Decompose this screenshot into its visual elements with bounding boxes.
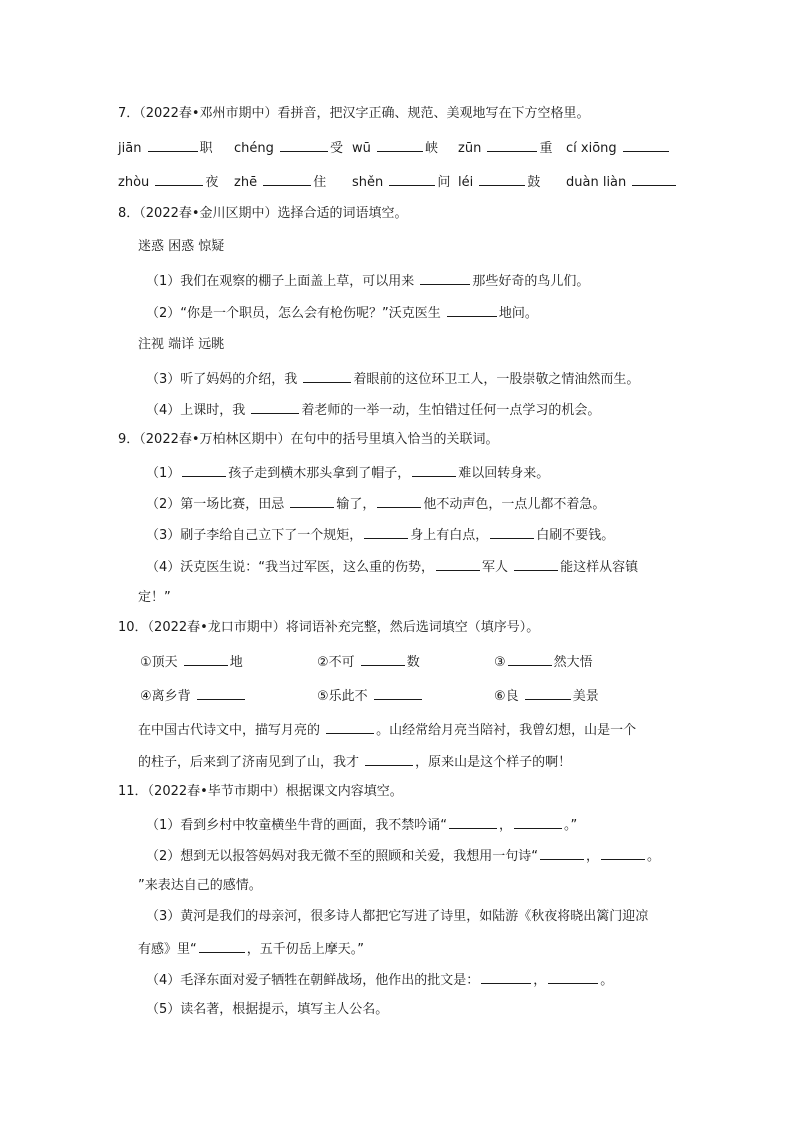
answer-blank[interactable]	[389, 171, 435, 186]
q8-word-options-2: 注视 端详 远眺	[138, 337, 225, 352]
q7-row2-item5	[566, 171, 678, 193]
q8-sentence-3: （3）听了妈妈的介绍，我 着眼前的这位环卫工人，一股崇敬之情油然而生。	[146, 368, 639, 390]
q10-title: 10．（2022春•龙口市期中）将词语补充完整，然后选词填空（填序号）。	[118, 620, 540, 635]
answer-blank[interactable]	[490, 524, 534, 539]
q11-item-5: （5）读名著，根据提示，填写主人公名。	[146, 1002, 389, 1017]
answer-blank[interactable]	[155, 171, 203, 186]
q10-paragraph-line-1: 在中国古代诗文中，描写月亮的 。山经常给月亮当陪衬，我曾幻想，山是一个	[138, 719, 636, 741]
q10-option-6: ⑥良 美景	[494, 685, 599, 707]
q7-row2-item3	[352, 171, 450, 193]
q10-option-1: ①顶天 地	[140, 651, 243, 673]
answer-blank[interactable]	[263, 171, 311, 186]
pinyin: léi	[458, 175, 474, 190]
q11-item-1: （1）看到乡村中牧童横坐牛背的画面，我不禁吟诵“ ， 。”	[146, 814, 577, 836]
answer-blank[interactable]	[449, 814, 497, 829]
pinyin: chéng	[234, 141, 274, 156]
answer-blank[interactable]	[326, 719, 374, 734]
pinyin: cí xiōng	[566, 141, 617, 156]
answer-blank[interactable]	[487, 137, 537, 152]
q9-sentence-3: （3）刷子李给自己立下了一个规矩， 身上有白点， 白刷不要钱。	[146, 524, 614, 546]
char: 职	[199, 141, 213, 156]
char: 受	[330, 141, 344, 156]
q11-item-3-cont: 有感》里“ ，五千仞岳上摩天。”	[138, 938, 364, 960]
pinyin: wū	[352, 141, 371, 156]
answer-blank[interactable]	[303, 368, 351, 383]
answer-blank[interactable]	[479, 171, 525, 186]
q8-word-options-1: 迷惑 困惑 惊疑	[138, 239, 225, 254]
q7-row2-item2	[234, 171, 326, 193]
answer-blank[interactable]	[623, 137, 669, 152]
q10-option-3: ③ 然大悟	[494, 651, 593, 673]
char: 问	[437, 175, 451, 190]
char: 峡	[425, 141, 439, 156]
answer-blank[interactable]	[290, 493, 334, 508]
pinyin: zūn	[458, 141, 482, 156]
answer-blank[interactable]	[447, 302, 497, 317]
q11-item-3: （3）黄河是我们的母亲河，很多诗人都把它写进了诗里，如陆游《秋夜将晓出篱门迎凉	[146, 909, 649, 924]
pinyin: zhòu	[118, 175, 150, 190]
q9-title: 9．（2022春•万柏林区期中）在句中的括号里填入恰当的关联词。	[118, 432, 499, 447]
answer-blank[interactable]	[548, 969, 598, 984]
q7-title: 7．（2022春•邓州市期中）看拼音，把汉字正确、规范、美观地写在下方空格里。	[118, 106, 590, 121]
q8-title: 8．（2022春•金川区期中）选择合适的词语填空。	[118, 206, 408, 221]
answer-blank[interactable]	[361, 651, 405, 666]
answer-blank[interactable]	[540, 845, 584, 860]
q11-item-2-cont: ”来表达自己的感情。	[138, 878, 262, 893]
q10-option-5: ⑤乐此不	[317, 685, 424, 707]
pinyin: zhē	[234, 175, 258, 190]
answer-blank[interactable]	[377, 137, 423, 152]
q10-paragraph-line-2: 的柱子，后来到了济南见到了山，我才 ，原来山是这个样子的啊！	[138, 751, 571, 773]
pinyin: jiān	[118, 141, 142, 156]
answer-blank[interactable]	[420, 270, 470, 285]
q11-title: 11．（2022春•毕节市期中）根据课文内容填空。	[118, 784, 403, 799]
char: 住	[313, 175, 327, 190]
answer-blank[interactable]	[199, 938, 245, 953]
answer-blank[interactable]	[364, 524, 408, 539]
q10-option-2: ②不可 数	[317, 651, 420, 673]
answer-blank[interactable]	[280, 137, 328, 152]
pinyin: shěn	[352, 175, 384, 190]
answer-blank[interactable]	[481, 969, 531, 984]
q10-option-4: ④离乡背	[140, 685, 247, 707]
q7-row1-item3	[352, 137, 438, 159]
q9-sentence-2: （2）第一场比赛，田忌 输了， 他不动声色，一点儿都不着急。	[146, 493, 605, 515]
q8-sentence-2: （2）“你是一个职员，怎么会有枪伤呢？”沃克医生 地问。	[146, 302, 538, 324]
answer-blank[interactable]	[412, 462, 456, 477]
answer-blank[interactable]	[525, 685, 571, 700]
q7-row2-item1	[118, 171, 218, 193]
answer-blank[interactable]	[601, 845, 645, 860]
q7-row1-item2	[234, 137, 343, 159]
char: 重	[539, 141, 553, 156]
q9-sentence-1: （1） 孩子走到横木那头拿到了帽子， 难以回转身来。	[146, 462, 549, 484]
answer-blank[interactable]	[508, 651, 552, 666]
answer-blank[interactable]	[632, 171, 676, 186]
answer-blank[interactable]	[514, 556, 558, 571]
q11-item-2: （2）想到无以报答妈妈对我无微不至的照顾和关爱，我想用一句诗“ ， 。	[146, 845, 660, 867]
answer-blank[interactable]	[184, 651, 228, 666]
answer-blank[interactable]	[251, 399, 299, 414]
answer-blank[interactable]	[148, 137, 198, 152]
answer-blank[interactable]	[197, 685, 245, 700]
q9-sentence-4-cont: 定！”	[138, 590, 171, 605]
q7-row1-item4	[458, 137, 552, 159]
char: 夜	[205, 175, 219, 190]
answer-blank[interactable]	[182, 462, 226, 477]
q7-row1-item5	[566, 137, 671, 159]
answer-blank[interactable]	[514, 814, 562, 829]
answer-blank[interactable]	[436, 556, 480, 571]
answer-blank[interactable]	[377, 493, 421, 508]
q7-row2-item4	[458, 171, 540, 193]
answer-blank[interactable]	[374, 685, 422, 700]
q9-sentence-4: （4）沃克医生说：“我当过军医，这么重的伤势， 军人 能这样从容镇	[146, 556, 638, 578]
q7-row1-item1	[118, 137, 213, 159]
answer-blank[interactable]	[365, 751, 413, 766]
q8-sentence-1: （1）我们在观察的棚子上面盖上草，可以用来 那些好奇的鸟儿们。	[146, 270, 589, 292]
q8-sentence-4: （4）上课时，我 着老师的一举一动，生怕错过任何一点学习的机会。	[146, 399, 600, 421]
q11-item-4: （4）毛泽东面对爱子牺牲在朝鲜战场，他作出的批文是： ， 。	[146, 969, 613, 991]
pinyin: duàn liàn	[566, 175, 627, 190]
char: 鼓	[527, 175, 541, 190]
